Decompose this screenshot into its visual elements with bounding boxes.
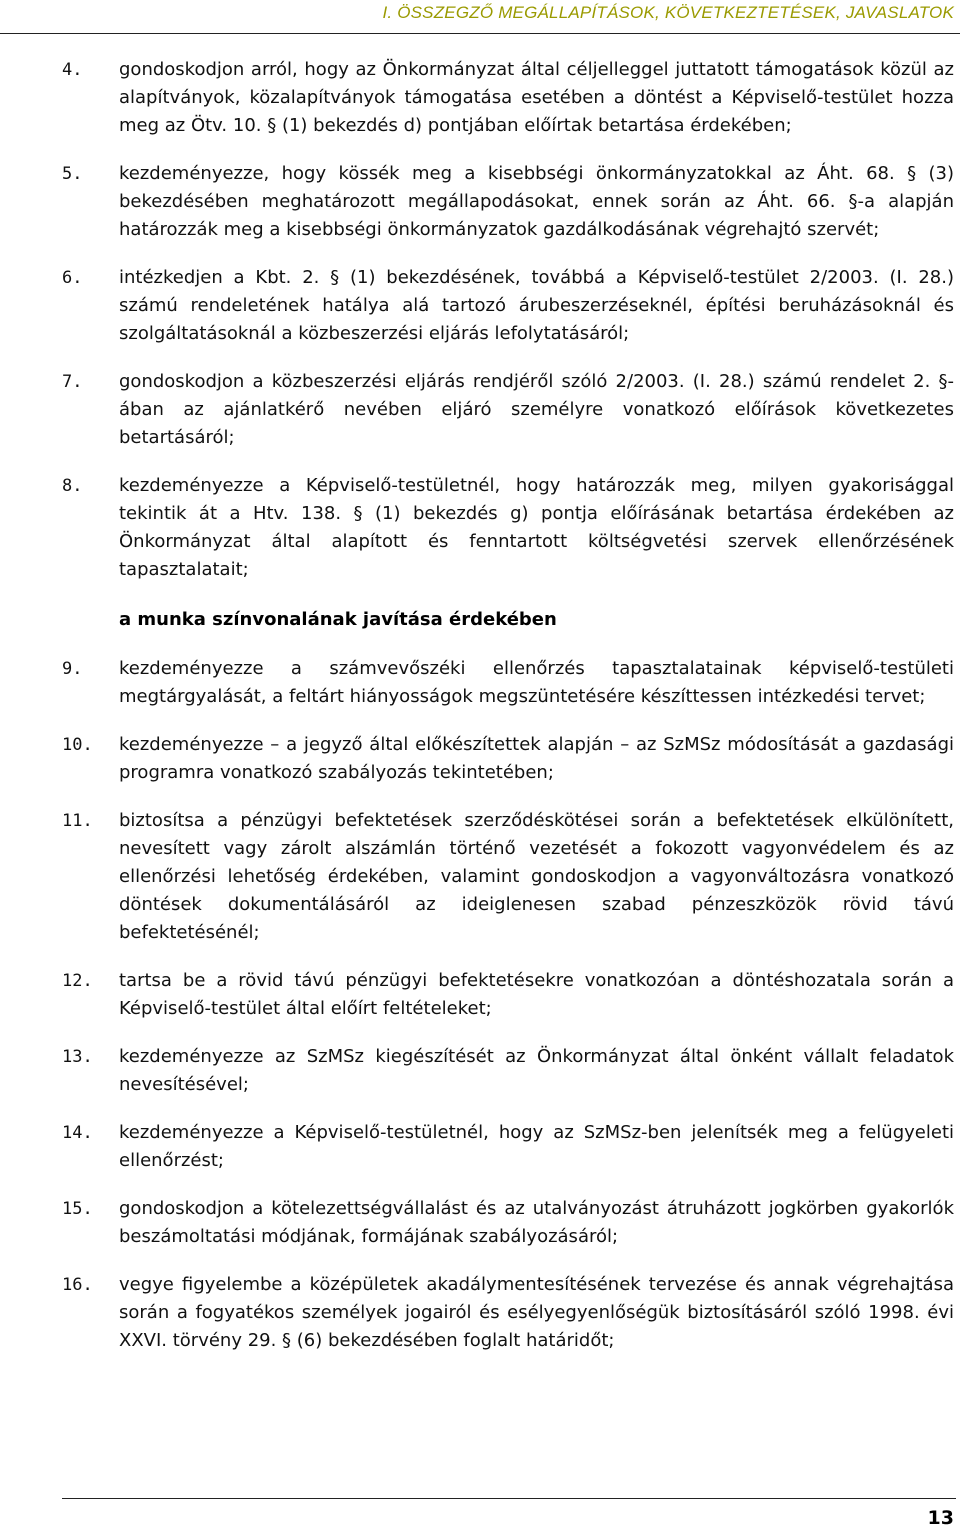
item-number: 7. xyxy=(62,372,83,392)
items-group-before-heading xyxy=(0,56,960,584)
item-text: kezdeményezze az SzMSz kiegészítését az Önkormányzat által önként vállalt feladatok nevesítésével; xyxy=(119,1046,954,1095)
item-number: 8. xyxy=(62,476,83,496)
list-item xyxy=(0,1043,960,1099)
items-group-after-heading xyxy=(0,655,960,1355)
item-text: kezdeményezze, hogy kössék meg a kisebbségi önkormányzatokkal az Áht. 68. § (3) bekezdésében meghatározott megállapodásokat, ennek során az Áht. 66. §-a alapján határozzák meg a kisebbségi önkormányzatok gazdálkodásának végrehajtó szervét; xyxy=(119,163,954,240)
item-text: biztosítsa a pénzügyi befektetések szerződéskötései során a befektetések elkülönített, nevesített vagy zárolt alszámlán történő vezetését a fokozott vagyonvédelem és az ellenőrzési lehetőség érdekében, valamint gondoskodjon a vagyonváltozásra vonatkozó döntések dokumentálásáról az ideiglenesen szabad pénzeszközök rövid távú befektetésénél; xyxy=(119,810,954,943)
item-text: vegye figyelembe a középületek akadálymentesítésének tervezése és annak végrehajtása során a fogyatékos személyek jogairól és esélyegyenlőségük biztosításáról szóló 1998. évi XXVI. törvény 29. § (6) bekezdésében foglalt határidőt; xyxy=(119,1274,954,1351)
item-text: gondoskodjon arról, hogy az Önkormányzat által céljelleggel juttatott támogatások közül az alapítványok, közalapítványok támogatása esetében a döntést a Képviselő-testület hozza meg az Ötv. 10. § (1) bekezdés d) pontjában előírtak betartása érdekében; xyxy=(119,59,954,136)
item-number: 5. xyxy=(62,164,83,184)
list-item xyxy=(0,1119,960,1175)
item-number: 14. xyxy=(62,1123,93,1143)
item-text: kezdeményezze – a jegyző által előkészítettek alapján – az SzMSz módosítását a gazdasági programra vonatkozó szabályozás tekintetében; xyxy=(119,734,954,783)
item-number: 6. xyxy=(62,268,83,288)
list-item xyxy=(0,264,960,348)
item-text: gondoskodjon a közbeszerzési eljárás rendjéről szóló 2/2003. (I. 28.) számú rendelet 2. §-ában az ajánlatkérő nevében eljáró személyre vonatkozó előírások következetes betartásáról; xyxy=(119,371,954,448)
list-item xyxy=(0,56,960,140)
header-divider xyxy=(0,33,960,34)
section-heading: a munka színvonalának javítása érdekében xyxy=(119,609,557,630)
page-number: 13 xyxy=(927,1507,954,1529)
list-item xyxy=(0,160,960,244)
item-text: kezdeményezze a számvevőszéki ellenőrzés tapasztalatainak képviselő-testületi megtárgyalását, a feltárt hiányosságok megszüntetésére készíttessen intézkedési tervet; xyxy=(119,658,954,707)
footer-divider xyxy=(62,1498,956,1499)
item-number: 16. xyxy=(62,1275,93,1295)
item-text: kezdeményezze a Képviselő-testületnél, hogy határozzák meg, milyen gyakorisággal tekintik át a Htv. 138. § (1) bekezdés g) pontja előírásának betartása érdekében az Önkormányzat által alapított és fenntartott költségvetési szervek ellenőrzésének tapasztalatait; xyxy=(119,475,954,580)
list-item xyxy=(0,807,960,947)
item-number: 11. xyxy=(62,811,93,831)
list-item xyxy=(0,1195,960,1251)
item-number: 13. xyxy=(62,1047,93,1067)
list-item xyxy=(0,655,960,711)
item-text: tartsa be a rövid távú pénzügyi befektetésekre vonatkozóan a döntéshozatala során a Képviselő-testület által előírt feltételeket; xyxy=(119,970,954,1019)
running-header: I. ÖSSZEGZŐ MEGÁLLAPÍTÁSOK, KÖVETKEZTETÉSEK, JAVASLATOK xyxy=(382,3,954,22)
list-item xyxy=(0,1271,960,1355)
list-item xyxy=(0,967,960,1023)
item-number: 12. xyxy=(62,971,93,991)
list-item xyxy=(0,472,960,584)
item-number: 15. xyxy=(62,1199,93,1219)
item-number: 4. xyxy=(62,60,83,80)
item-text: kezdeményezze a Képviselő-testületnél, hogy az SzMSz-ben jelenítsék meg a felügyeleti ellenőrzést; xyxy=(119,1122,954,1171)
item-number: 9. xyxy=(62,659,83,679)
recommendations-list xyxy=(0,56,960,1375)
item-text: intézkedjen a Kbt. 2. § (1) bekezdésének, továbbá a Képviselő-testület 2/2003. (I. 28.) számú rendeletének hatálya alá tartozó árubeszerzéseknél, építési beruházásoknál és szolgáltatásoknál a közbeszerzési eljárás lefolytatásáról; xyxy=(119,267,954,344)
item-number: 10. xyxy=(62,735,93,755)
list-item xyxy=(0,368,960,452)
list-item xyxy=(0,731,960,787)
item-text: gondoskodjon a kötelezettségvállalást és az utalványozást átruházott jogkörben gyakorlók beszámoltatási módjának, formájának szabályozásáról; xyxy=(119,1198,954,1247)
